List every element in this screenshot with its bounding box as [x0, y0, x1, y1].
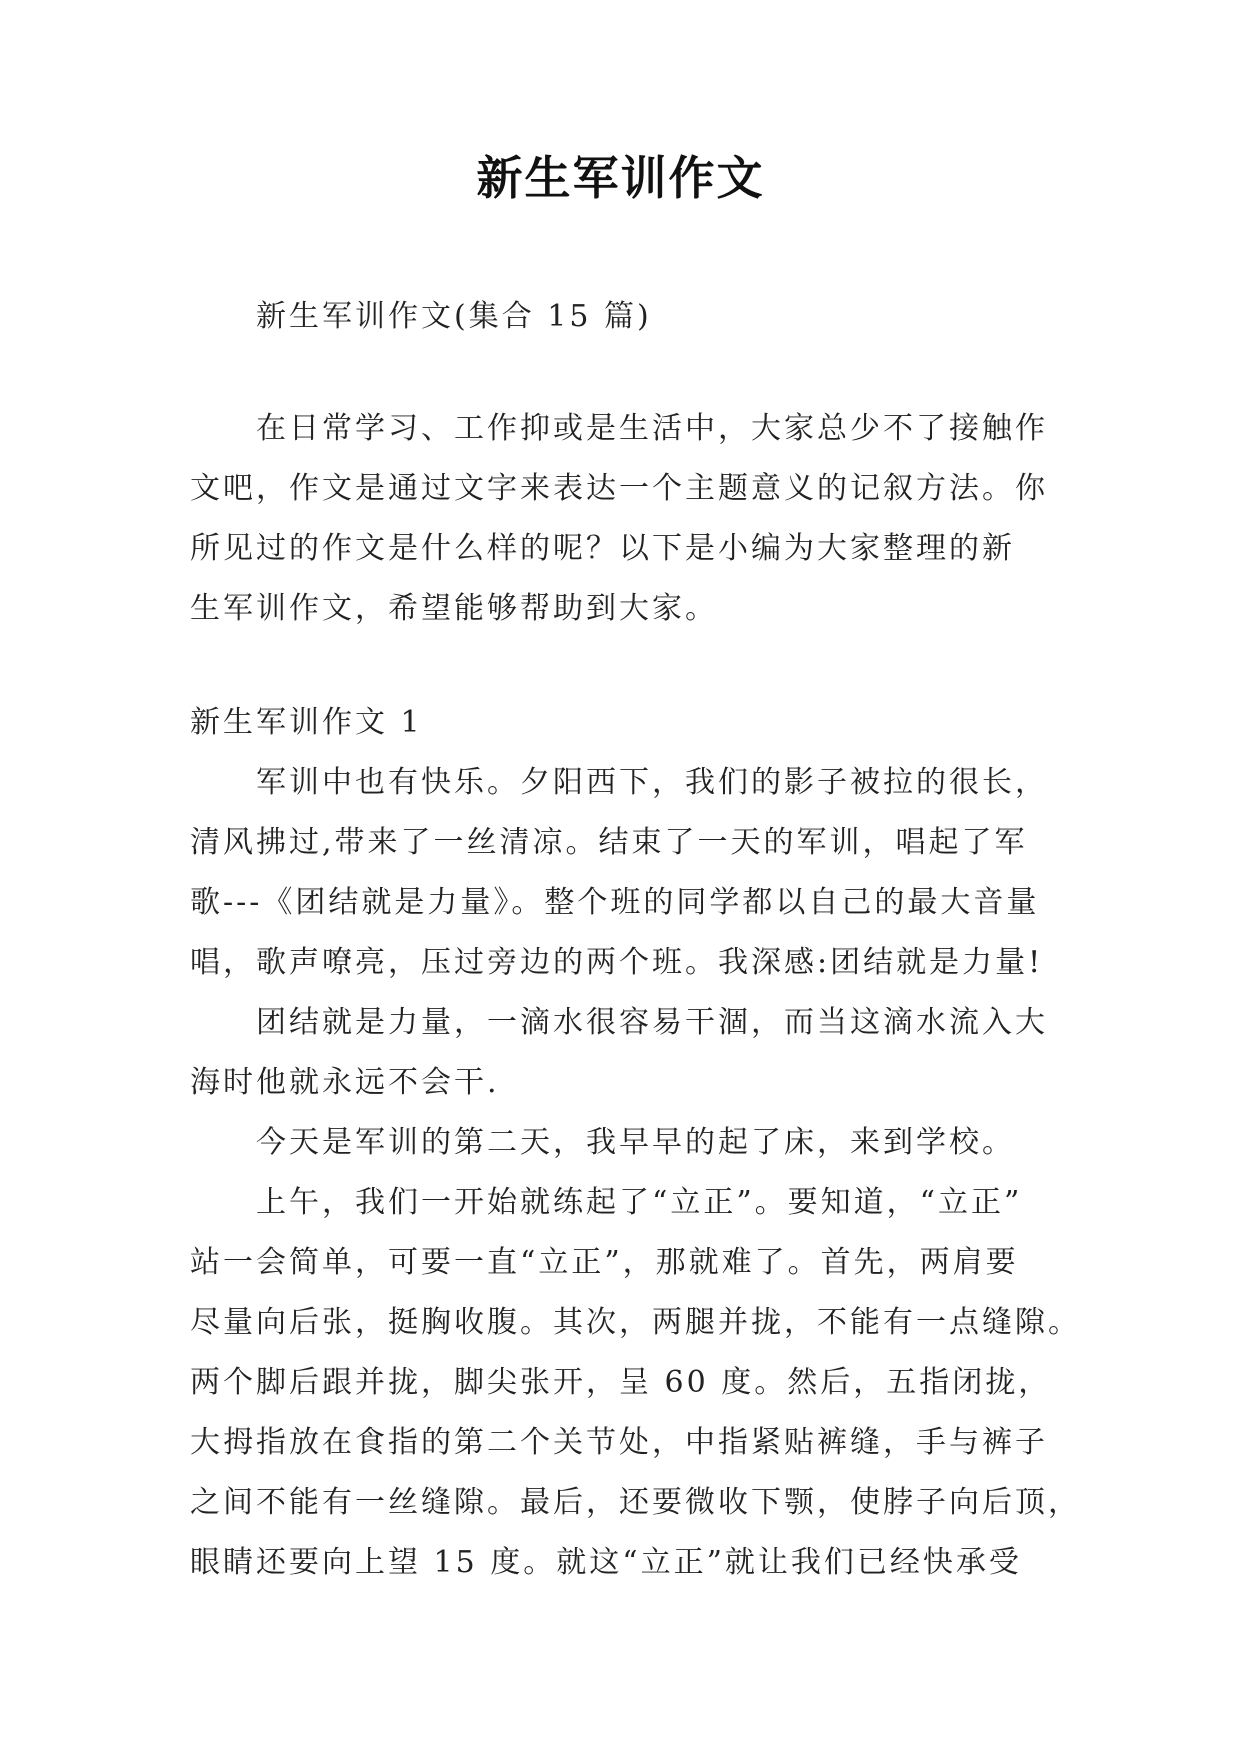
essay-line: 上午，我们一开始就练起了“立正”。要知道，“立正” — [256, 1185, 1023, 1220]
essay-line: 海时他就永远不会干. — [190, 1065, 500, 1100]
essay-heading: 新生军训作文 1 — [190, 705, 423, 740]
document-title: 新生军训作文 — [476, 151, 765, 205]
intro-paragraph — [190, 399, 1052, 639]
essay-line: 团结就是力量，一滴水很容易干涸，而当这滴水流入大 — [256, 1005, 1048, 1040]
document-subtitle: 新生军训作文(集合 15 篇) — [256, 299, 652, 334]
essay-line: 尽量向后张，挺胸收腹。其次，两腿并拢，不能有一点缝隙。 — [190, 1305, 1081, 1340]
essay-line: 军训中也有快乐。夕阳西下，我们的影子被拉的很长， — [256, 765, 1048, 800]
essay-line: 唱，歌声嘹亮，压过旁边的两个班。我深感:团结就是力量! — [190, 945, 1044, 980]
essay-line: 今天是军训的第二天，我早早的起了床，来到学校。 — [256, 1125, 1015, 1160]
essay-line: 两个脚后跟并拢，脚尖张开，呈 60 度。然后，五指闭拢， — [190, 1365, 1052, 1400]
intro-line: 所见过的作文是什么样的呢？以下是小编为大家整理的新 — [190, 531, 1015, 566]
essay-line: 清风拂过,带来了一丝清凉。结束了一天的军训，唱起了军 — [190, 825, 1028, 860]
essay-line: 眼睛还要向上望 15 度。就这“立正”就让我们已经快承受 — [190, 1545, 1022, 1580]
essay-line: 大拇指放在食指的第二个关节处，中指紧贴裤缝，手与裤子 — [190, 1425, 1048, 1460]
essay-line: 站一会简单，可要一直“立正”，那就难了。首先，两肩要 — [190, 1245, 1019, 1280]
intro-line: 生军训作文，希望能够帮助到大家。 — [190, 591, 718, 626]
essay-section — [190, 693, 1081, 1593]
subtitle-block — [190, 287, 1052, 347]
intro-line: 文吧，作文是通过文字来表达一个主题意义的记叙方法。你 — [190, 471, 1048, 506]
essay-line: 歌---《团结就是力量》。整个班的同学都以自己的最大音量 — [190, 885, 1040, 920]
essay-line: 之间不能有一丝缝隙。最后，还要微收下颚，使脖子向后顶， — [190, 1485, 1081, 1520]
intro-line: 在日常学习、工作抑或是生活中，大家总少不了接触作 — [256, 411, 1048, 446]
